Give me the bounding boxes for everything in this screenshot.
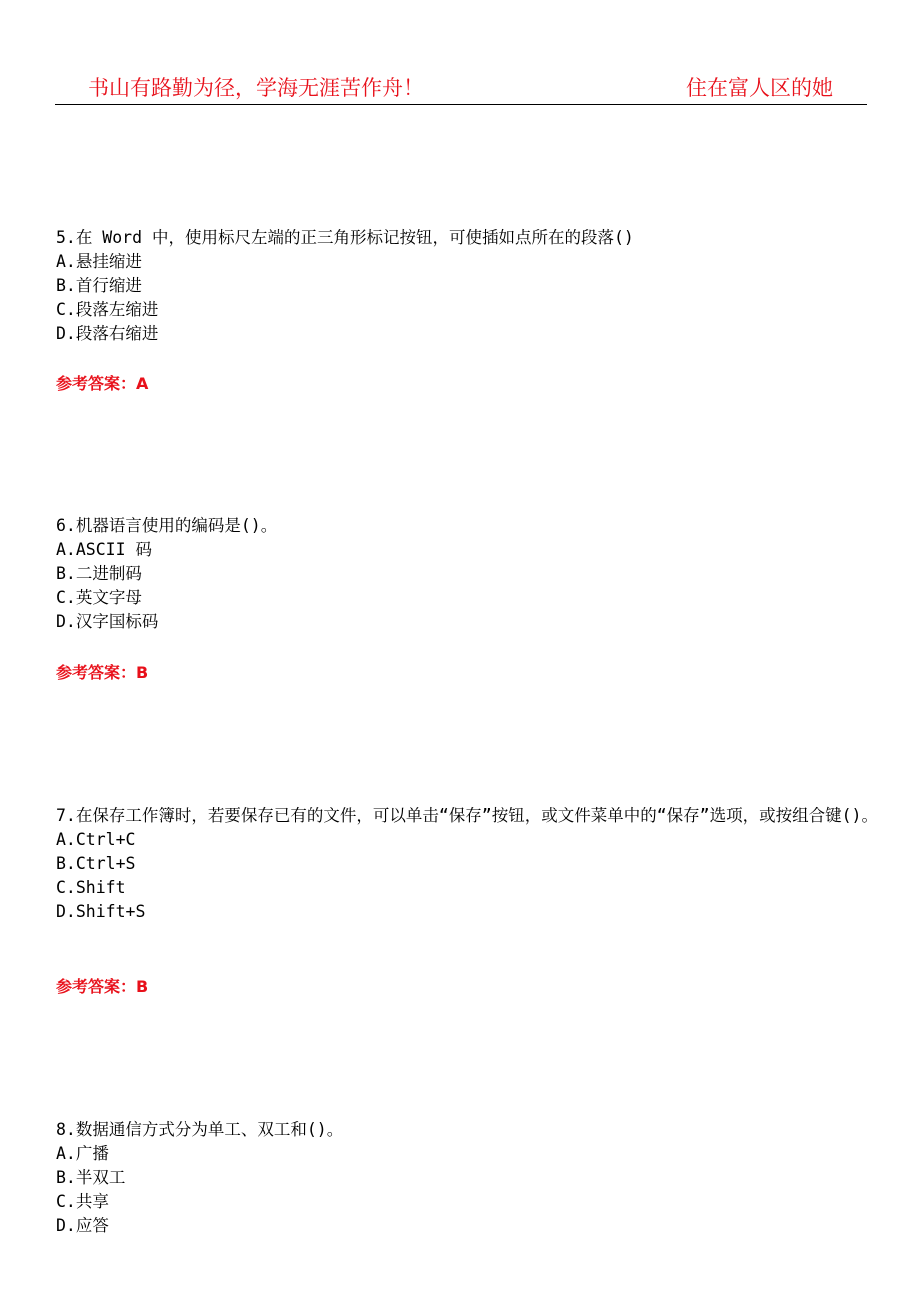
page-header <box>55 70 867 105</box>
option-c: C.共享 <box>56 1192 109 1211</box>
option-d: D.应答 <box>56 1216 109 1235</box>
question-6 <box>56 514 886 634</box>
answer-label: 参考答案： <box>56 374 137 393</box>
option-a: A.悬挂缩进 <box>56 252 142 271</box>
option-b: B.Ctrl+S <box>56 854 136 873</box>
answer-value: A <box>136 374 149 393</box>
question-7 <box>56 804 878 924</box>
option-d: D.Shift+S <box>56 902 146 921</box>
answer-label: 参考答案： <box>56 977 137 996</box>
answer-5 <box>56 371 148 394</box>
answer-7 <box>56 974 148 997</box>
question-stem: 6.机器语言使用的编码是()。 <box>56 516 278 535</box>
option-c: C.Shift <box>56 878 126 897</box>
answer-6 <box>56 660 148 683</box>
option-b: B.二进制码 <box>56 564 142 583</box>
question-stem: 8.数据通信方式分为单工、双工和()。 <box>56 1120 344 1139</box>
option-d: D.汉字国标码 <box>56 612 159 631</box>
option-c: C.英文字母 <box>56 588 142 607</box>
header-motto: 书山有路勤为径，学海无涯苦作舟！ <box>88 76 424 100</box>
option-a: A.广播 <box>56 1144 109 1163</box>
question-stem: 5.在 Word 中，使用标尺左端的正三角形标记按钮，可使插如点所在的段落() <box>56 228 634 247</box>
option-a: A.Ctrl+C <box>56 830 136 849</box>
header-author: 住在富人区的她 <box>686 76 833 100</box>
option-b: B.首行缩进 <box>56 276 142 295</box>
answer-value: B <box>136 663 149 682</box>
option-d: D.段落右缩进 <box>56 324 159 343</box>
option-b: B.半双工 <box>56 1168 126 1187</box>
question-5 <box>56 226 886 346</box>
answer-value: B <box>136 977 149 996</box>
answer-label: 参考答案： <box>56 663 137 682</box>
option-c: C.段落左缩进 <box>56 300 159 319</box>
option-a: A.ASCII 码 <box>56 540 152 559</box>
question-stem: 7.在保存工作簿时，若要保存已有的文件，可以单击“保存”按钮，或文件菜单中的“保存”选项，或按组合键()。 <box>56 806 878 825</box>
question-8 <box>56 1118 886 1238</box>
